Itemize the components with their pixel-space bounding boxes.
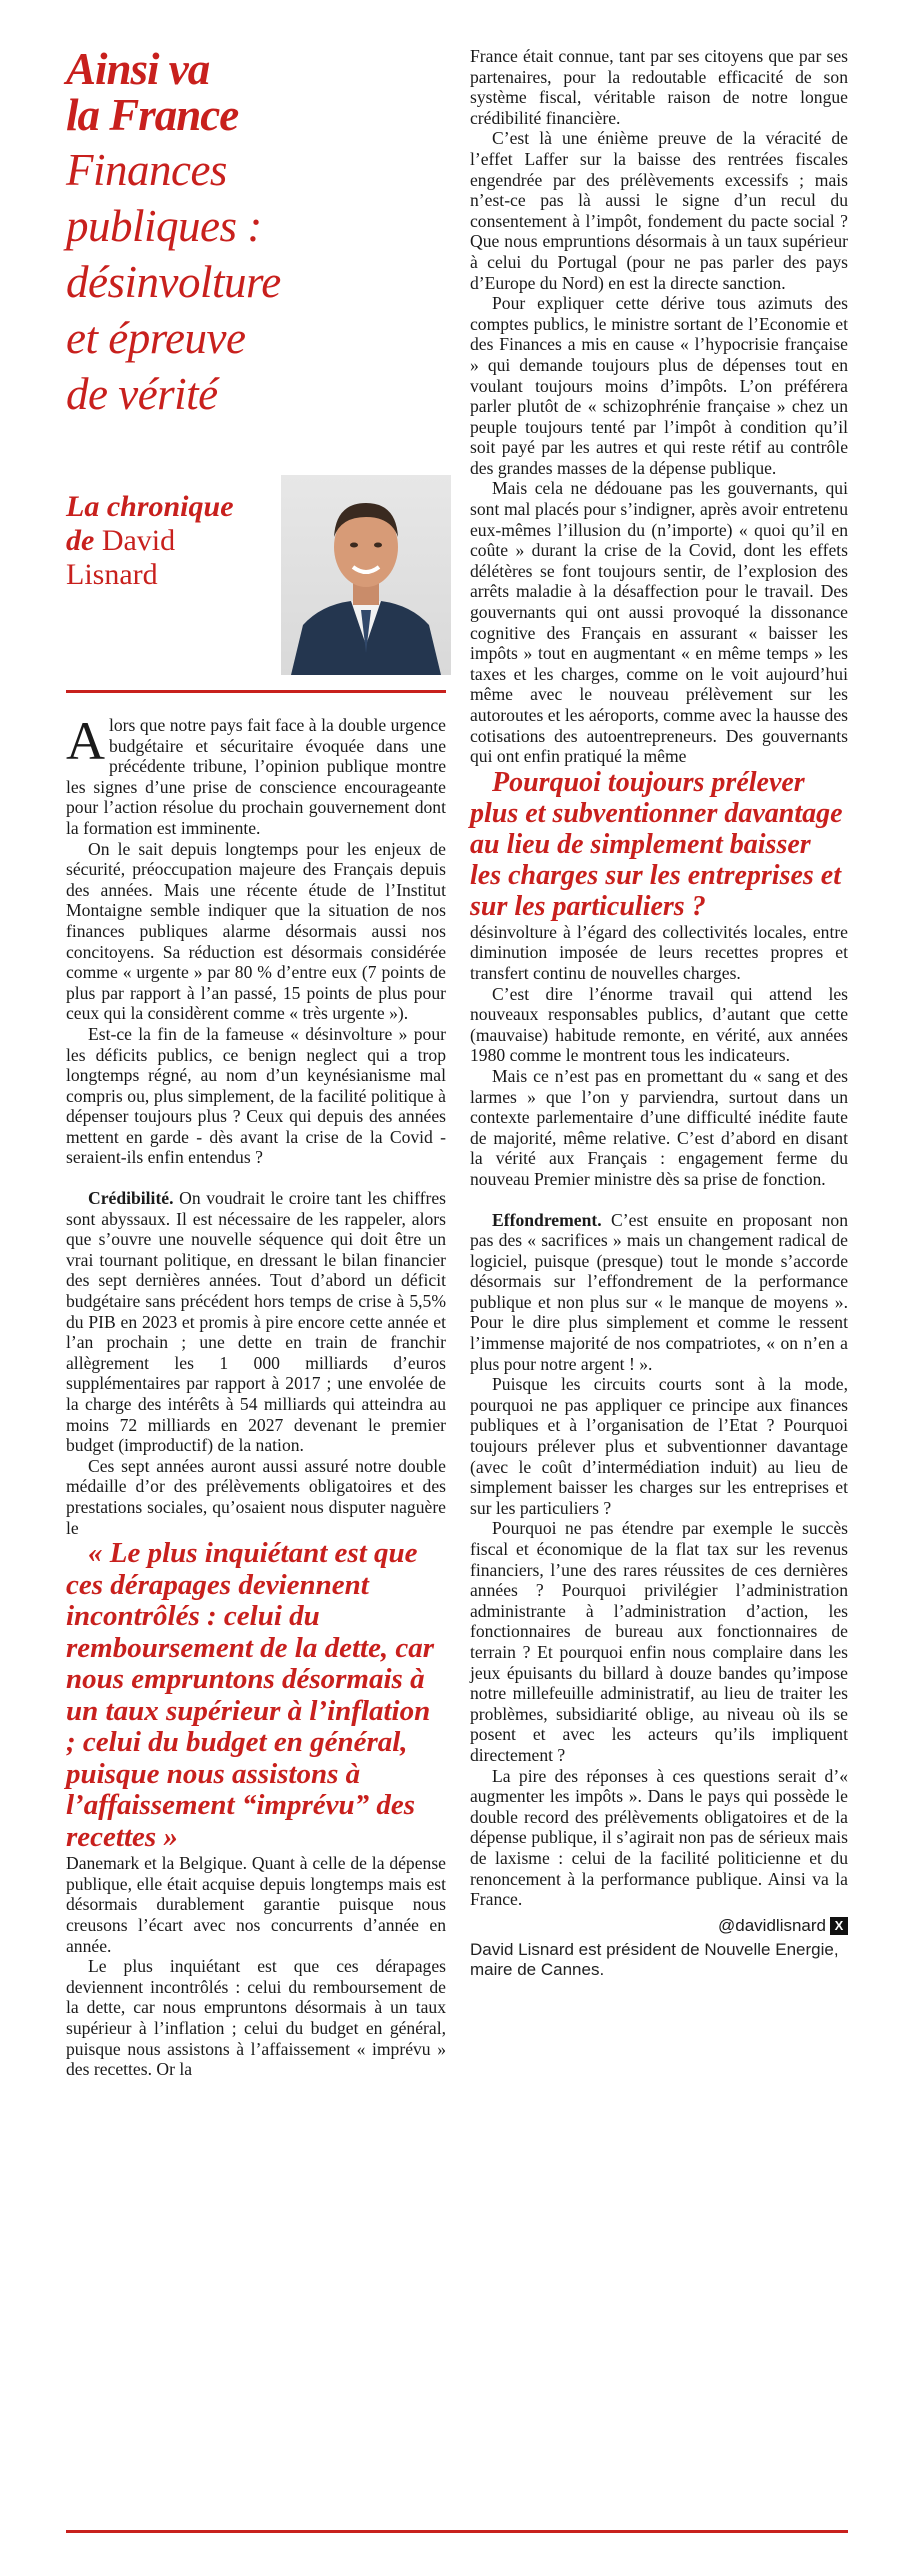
x-logo-icon: X [830, 1917, 848, 1935]
paragraph-text: On voudrait le croire tant les chiffres sont abyssaux. Il est nécessaire de les rappeler, alors que s’ouvre une nouvelle séquence qui doit être un vrai tournant politique, en dressant le bilan financier des sept dernières années. Tout d’abord un déficit budgétaire sans précédent hors temps de crise à 5,5% du PIB en 2023 et promis à pire encore cette année et l’an prochain ; une dette en train de franchir allègrement les 1 000 milliards d’euros supplémentaires par rapport à 2017 ; une envolée de la charge des intérêts à 54 milliards qui atteindra au moins 72 milliards en 2027 devenant le premier budget (improductif) de la nation. [66, 1188, 446, 1456]
paragraph: Est-ce la fin de la fameuse « désinvolture » pour les déficits publics, ce benign neglect qui a trop longtemps régné, au nom d’un keynésianisme mal compris ou, plus simplement, de la facilité politique à dépenser toujours plus ? Ceux qui depuis des années mettent en garde - dès avant la crise de la Covid - seraient-ils enfin entendus ? [66, 1023, 446, 1168]
section-lead: Effondrement. [492, 1209, 602, 1230]
author-first-name: David [101, 524, 176, 557]
social-handle[interactable]: @davidlisnard [718, 1915, 826, 1935]
paragraph [66, 1188, 446, 1456]
right-column [470, 46, 848, 1980]
byline-divider [66, 690, 446, 693]
drop-cap: A [66, 711, 105, 771]
paragraph: Mais cela ne dédouane pas les gouvernants, qui sont mal placés pour s’indigner, après avoir entretenu eux-mêmes l’illusion du (n’importe) « quoi qu’il en coûte » durant la crise de la Covid, dont les effets délétères se font toujours sentir, de l’explosion des arrêts maladie à la désaffection pour le travail. Des gouvernants qui ont aussi provoqué la dissonance cognitive des Français en assurant « baisser les impôts » tout en augmentant « en même temps » les taxes et les charges, comme on le voit aujourd’hui même avec le nouveau prélèvement sur les autoroutes et les aéroports, comme avec la hausse des cotisations des autoentrepreneurs. Des gouvernants qui ont enfin pratiqué la même [470, 478, 848, 767]
paragraph: Pour expliquer cette dérive tous azimuts des comptes publics, le ministre sortant de l’Economie et des Finances a mis en cause « l’hypocrisie française » qui demande toujours plus de dépenses tout en voulant toujours moins d’impôts. L’on préférera parler plutôt de « schizophrénie française » chez un peuple toujours tenté par l’impôt à condition qu’il soit payé par les autres et qui reste rétif au contrôle des grandes masses de la dépense publique. [470, 293, 848, 478]
bottom-divider [66, 2530, 848, 2533]
headline-line: Finances [66, 145, 227, 195]
byline [66, 490, 266, 592]
author-bio: David Lisnard est président de Nouvelle Energie, maire de Cannes. [470, 1939, 839, 1979]
paragraph: C’est dire l’énorme travail qui attend les nouveaux responsables publics, d’autant que cette (mauvaise) habitude remonte, en vérité, aux années 1980 comme le montrent tous les indicateurs. [470, 983, 848, 1066]
paragraph-text: lors que notre pays fait face à la double urgence budgétaire et sécuritaire évoquée dans une précédente tribune, l’opinion publique montre les signes d’une prise de conscience encourageante pour l’action résolue du prochain gouvernement dont la formation est imminente. [66, 715, 446, 838]
social-handle-row [470, 1916, 848, 1936]
paragraph-text: C’est ensuite en proposant non pas des « sacrifices » mais un changement radical de logiciel, puisque (presque) tout le monde s’accorde désormais sur l’effondrement de la performance publique et non plus sur « le manque de moyens ». Pour le dire plus simplement et comme le ressent l’immense majorité de nos compatriotes, « on n’en a plus pour notre argent ! ». [470, 1209, 848, 1374]
paragraph: On le sait depuis longtemps pour les enjeux de sécurité, préoccupation majeure des Français depuis des années. Mais une récente étude de l’Institut Montaigne semble indiquer que la situation de nos finances publiques alarme désormais aussi nos concitoyens. Sa réduction est désormais considérée comme « urgente » par 80 % d’entre eux (7 points de plus par rapport à l’an passé, 15 points de plus pour ceux qui la considèrent comme « très urgente »). [66, 838, 446, 1024]
paragraph [470, 1210, 848, 1375]
left-column [66, 46, 446, 2080]
rubric-kicker [66, 46, 446, 138]
article-headline [66, 142, 446, 422]
kicker-line-1: Ainsi va [66, 44, 210, 94]
right-body [470, 46, 848, 1910]
paragraph: C’est là une énième preuve de la véracité de l’effet Laffer sur la baisse des rentrées fiscales engendrée par des prélèvements excessifs ; mais n’est-ce pas là aussi le signe d’un recul du consentement à l’impôt, fondement du pacte social ? Que nous empruntions désormais à un taux supérieur à celui du Portugal (pour ne pas parler des pays d’Europe du Nord) en est la directe sanction. [470, 128, 848, 293]
author-portrait [281, 475, 451, 675]
paragraph: La pire des réponses à ces questions serait d’« augmenter les impôts ». Dans le pays qui possède le double record des prélèvements obligatoires et de la dépense publique, il s’agirait non pas de sérieux mais de laxisme : celui de la facilité politicienne et du renoncement à la performance publique. Ainsi va la France. [470, 1765, 848, 1910]
section-lead: Crédibilité. [88, 1188, 174, 1209]
portrait-illustration [281, 475, 451, 675]
pull-quote: « Le plus inquiétant est que ces dérapages deviennent incontrôlés : celui du remboursement de la dette, car nous empruntons désormais à un taux supérieur à l’inflation ; celui du budget en général, puisque nous assistons à l’affaissement “imprévu” des recettes » [66, 1537, 435, 1853]
article-header [66, 46, 446, 422]
headline-line: et épreuve [66, 313, 246, 363]
headline-line: désinvolture [66, 257, 281, 307]
left-body [66, 711, 446, 2080]
byline-title: La chronique [66, 490, 234, 523]
paragraph: désinvolture à l’égard des collectivités locales, entre diminution imposée de leurs recettes propres et transfert continu de nouvelles charges. [470, 921, 848, 983]
paragraph: Danemark et la Belgique. Quant à celle de la dépense publique, elle était acquise depuis longtemps mais est désormais durablement garantie puisque nous creusons l’écart avec nos concurrents d’année en année. [66, 1853, 446, 1956]
paragraph: Puisque les circuits courts sont à la mode, pourquoi ne pas appliquer ce principe aux finances publiques et à l’organisation de l’Etat ? Pourquoi toujours prélever plus et subventionner davantage (avec le coût d’intermédiation induit) au lieu de simplement baisser les charges sur les entreprises et sur les particuliers ? [470, 1374, 848, 1518]
paragraph: Pourquoi ne pas étendre par exemple le succès fiscal et économique de la flat tax sur les revenus financiers, l’une des rares réussites de ces dernières années ? Pourquoi privilégier l’administration administrante à l’administration d’action, les fonctionnaires de bureau aux fonctionnaires de terrain ? Et pourquoi enfin nous complaire dans les jeux épuisants du billard à douze bandes qu’impose notre millefeuille administratif, au lieu de traiter les problèmes, subsidiarité oblige, au niveau où ils se posent et avec les acteurs qu’ils impliquent directement ? [470, 1518, 848, 1765]
paragraph: Le plus inquiétant est que ces dérapages deviennent incontrôlés : celui du remboursement de la dette, car nous empruntons désormais à un taux supérieur à l’inflation ; celui du budget en général, puisque nous assistons à l’affaissement « imprévu » des recettes. Or la [66, 1956, 446, 2080]
author-last-name: Lisnard [66, 558, 158, 591]
paragraph: Ces sept années auront aussi assuré notre double médaille d’or des prélèvements obligatoires et des prestations sociales, qu’osaient nous disputer naguère le [66, 1455, 446, 1538]
paragraph: France était connue, tant par ses citoyens que par ses partenaires, pour la redoutable efficacité de son système fiscal, véritable raison de notre longue crédibilité financière. [470, 46, 848, 128]
paragraph [66, 711, 446, 839]
kicker-line-2: la France [66, 90, 239, 140]
headline-line: de vérité [66, 369, 218, 419]
byline-de: de [66, 524, 95, 557]
paragraph: Mais ce n’est pas en promettant du « sang et des larmes » que l’on y parviendra, surtout dans un contexte parlementaire d’une difficulté inédite faute de majorité, même relative. C’est d’abord en disant la vérité aux Français : engagement ferme du nouveau Premier ministre dès sa prise de fonction. [470, 1065, 848, 1189]
byline-author [66, 524, 266, 592]
pull-quote: Pourquoi toujours prélever plus et subventionner davantage au lieu de simplement baisser les charges sur les entreprises et sur les particuliers ? [470, 766, 843, 922]
headline-line: publiques : [66, 201, 262, 251]
byline-row [66, 490, 446, 690]
